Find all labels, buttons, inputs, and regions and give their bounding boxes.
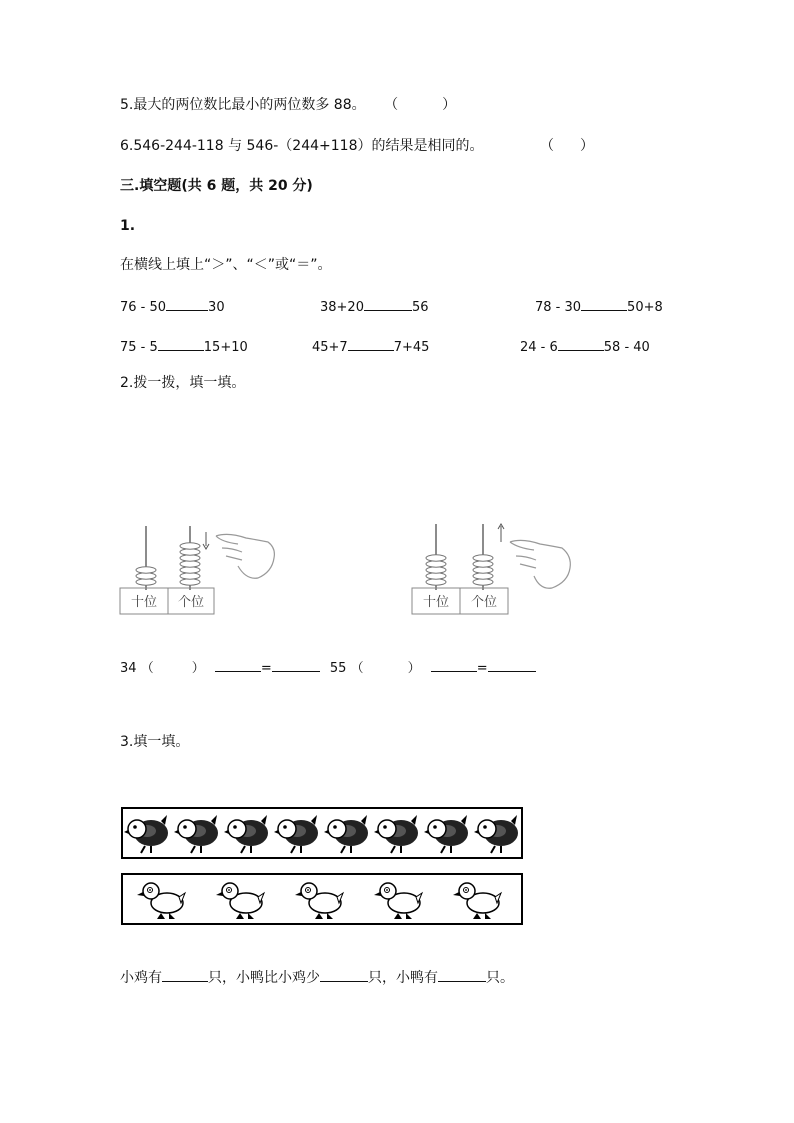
duck-row (121, 873, 523, 925)
answer-paren-5[interactable] (384, 97, 456, 113)
paren-left: （ (384, 97, 399, 113)
abacus-bead (180, 567, 200, 573)
compare-blank[interactable] (348, 336, 394, 351)
problem-3-sentence (120, 967, 514, 987)
answer-blank[interactable] (272, 657, 320, 672)
compare-right: 56 (411, 300, 429, 315)
hand-icon (216, 534, 274, 578)
compare-left: 78 - 30 (535, 300, 582, 315)
duck-icon (216, 883, 264, 919)
equals-sign: = (476, 661, 488, 676)
chick-icon (124, 815, 168, 853)
abacus-bead (473, 567, 493, 573)
sentence-part: 小鸡有 (120, 970, 162, 986)
paren-right: ） (191, 661, 205, 676)
compare-left: 38+20 (320, 300, 364, 315)
sentence-part: 只。 (486, 970, 514, 986)
question-5-text: 5.最大的两位数比最小的两位数多 88。 (120, 97, 366, 113)
sentence-part: 只，小鸭有 (368, 970, 438, 986)
abacus-right (410, 518, 590, 618)
abacus-bead (426, 567, 446, 573)
abacus-bead (180, 561, 200, 567)
section-3-title: 三.填空题(共 6 题，共 20 分) (120, 178, 313, 194)
compare-blank[interactable] (158, 336, 204, 351)
compare-blank[interactable] (364, 296, 412, 311)
paren-left: （ (140, 661, 154, 676)
answer-paren-6[interactable] (540, 138, 594, 154)
answer-blank[interactable] (162, 967, 208, 982)
chick-icon (274, 815, 318, 853)
answer-start: 55 (329, 661, 347, 676)
paren-left: （ (539, 138, 554, 154)
compare-item (520, 336, 650, 355)
abacus-bead (136, 579, 156, 585)
tens-label: 十位 (422, 595, 450, 610)
abacus-left (118, 518, 288, 618)
compare-right: 15+10 (203, 340, 248, 355)
paren-right: ） (442, 97, 457, 113)
compare-item (120, 296, 225, 315)
duck-icon (453, 883, 501, 919)
answer-blank[interactable] (320, 967, 368, 982)
compare-item (535, 296, 663, 315)
answer-blank[interactable] (215, 657, 261, 672)
ones-label: 个位 (177, 595, 205, 610)
equals-sign: = (260, 661, 272, 676)
answer-blank[interactable] (431, 657, 477, 672)
abacus-bead (136, 567, 156, 573)
problem-3-title: 3.填一填。 (120, 734, 190, 750)
abacus-figure (410, 518, 590, 618)
ones-label: 个位 (470, 595, 498, 610)
compare-blank[interactable] (166, 296, 208, 311)
compare-item (320, 296, 429, 315)
compare-left: 75 - 5 (120, 340, 158, 355)
question-6 (120, 137, 594, 155)
abacus-bead (473, 561, 493, 567)
chick-icon (174, 815, 218, 853)
abacus-bead (473, 555, 493, 561)
abacus-figure (118, 518, 288, 618)
paren-right: ） (407, 661, 421, 676)
tens-label: 十位 (130, 595, 158, 610)
compare-right: 30 (208, 300, 225, 315)
compare-right: 7+45 (393, 340, 430, 355)
answer-start: 34 (120, 661, 137, 676)
problem-1-number: 1. (120, 218, 136, 234)
compare-blank[interactable] (558, 336, 604, 351)
compare-left: 76 - 50 (120, 300, 167, 315)
abacus-bead (180, 543, 200, 549)
hand-icon (510, 540, 570, 588)
abacus-bead (426, 555, 446, 561)
chick-icon (474, 815, 518, 853)
sentence-part: 只，小鸭比小鸡少 (208, 970, 320, 986)
answer-blank[interactable] (488, 657, 536, 672)
question-5 (120, 96, 456, 114)
compare-right: 58 - 40 (603, 340, 650, 355)
question-6-text: 6.546-244-118 与 546-（244+118）的结果是相同的。 (120, 138, 484, 154)
answer-blank[interactable] (438, 967, 486, 982)
compare-left: 45+7 (312, 340, 348, 355)
paren-right: ） (579, 138, 594, 154)
compare-blank[interactable] (581, 296, 627, 311)
compare-left: 24 - 6 (520, 340, 558, 355)
abacus-bead (136, 573, 156, 579)
paren-left: （ (350, 661, 364, 676)
chick-icon (224, 815, 268, 853)
abacus-bead (426, 579, 446, 585)
problem-2-title: 2.拨一拨，填一填。 (120, 375, 246, 391)
abacus-bead (473, 573, 493, 579)
duck-icon (137, 883, 185, 919)
abacus-bead (426, 561, 446, 567)
abacus-bead (426, 573, 446, 579)
abacus-bead (180, 555, 200, 561)
compare-item (120, 336, 248, 355)
compare-right: 50+8 (627, 300, 663, 315)
duck-icon (374, 883, 422, 919)
abacus-bead (180, 573, 200, 579)
chick-icon (424, 815, 468, 853)
chick-icon (324, 815, 368, 853)
chick-row (121, 807, 523, 859)
abacus-answer-line (120, 657, 536, 676)
chick-icon (374, 815, 418, 853)
compare-item (312, 336, 429, 355)
duck-icon (295, 883, 343, 919)
abacus-bead (180, 549, 200, 555)
abacus-bead (473, 579, 493, 585)
abacus-bead (180, 579, 200, 585)
problem-1-instruction: 在横线上填上“＞”、“＜”或“＝”。 (120, 257, 332, 273)
